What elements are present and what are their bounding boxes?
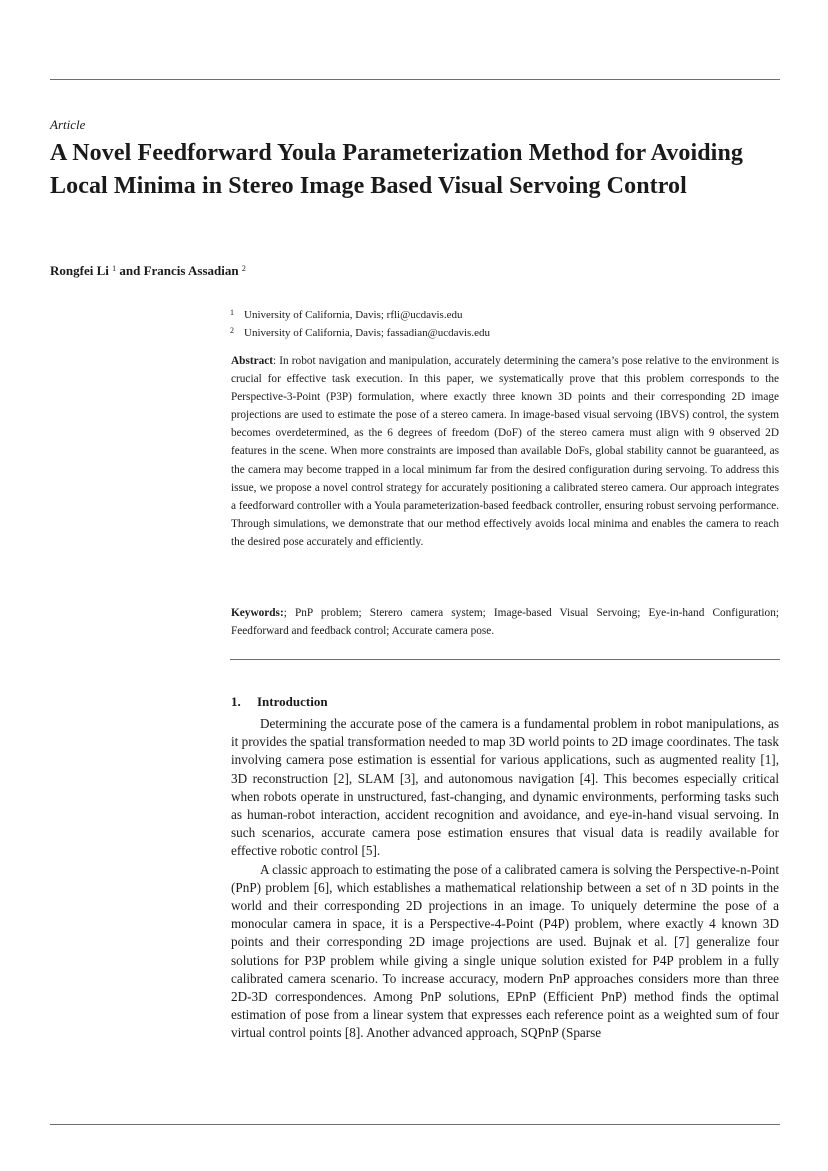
affiliation-number: 1 (230, 308, 234, 317)
article-type-label: Article (50, 117, 86, 132)
affiliation-item (230, 305, 490, 323)
affiliation-marker: 2 (241, 264, 246, 273)
affiliation-number: 2 (230, 326, 234, 335)
author-conjunction: and (119, 263, 141, 278)
section-heading (231, 694, 328, 710)
body-paragraph: Determining the accurate pose of the camera is a fundamental problem in robot manipulations, as it provides the spatial transformation needed to map 3D world points to 2D image coordinates. The task involving camera pose estimation is essential for various applications, such as augmented reality [1], 3D reconstruction [2], SLAM [3], and autonomous navigation [4]. This becomes especially critical when robots operate in unstructured, fast-changing, and dynamic environments, performing tasks such as human-robot interaction, accident recognition and avoidance, and eye-in-hand visual servoing. In such scenarios, accurate camera pose estimation ensures that visual data is readily available for effective robotic control [5]. (231, 716, 779, 859)
paper-title: A Novel Feedforward Youla Parameterization Method for Avoiding Local Minima in Stereo Image Based Visual Servoing Control (50, 140, 743, 199)
keywords-text: ; PnP problem; Sterero camera system; Image-based Visual Servoing; Eye-in-hand Configuration; Feedforward and feedback control; Accurate camera pose. (231, 607, 779, 638)
section-title: Introduction (257, 694, 328, 709)
keywords-label: Keywords: (231, 607, 284, 619)
affiliation-text: University of California, Davis; fassadian@ucdavis.edu (244, 327, 490, 339)
abstract (231, 352, 779, 551)
affiliation-marker: 1 (112, 264, 117, 273)
introduction-body (231, 715, 779, 1043)
affiliation-item (230, 323, 490, 341)
header-rule (50, 79, 780, 80)
section-divider (230, 659, 780, 660)
body-paragraph: A classic approach to estimating the pose of a calibrated camera is solving the Perspective-n-Point (PnP) problem [6], which establishes a mathematical relationship between a set of n 3D points in the world and their corresponding 2D projections in an image. To uniquely determine the pose of a monocular camera in space, it is a Perspective-4-Point (P4P) problem, where exactly 4 known 3D points and their corresponding 2D image projections are used. Bujnak et al. [7] generalize four solutions for P3P problem while giving a single unique solution existed for P4P problem in a fully calibrated camera scenario. To increase accuracy, modern PnP approaches considers more than three 2D-3D correspondences. Among PnP solutions, EPnP (Efficient PnP) method finds the optimal estimation of pose from a linear system that expresses each reference point as a weighted sum of four virtual control points [8]. Another advanced approach, SQPnP (Sparse (231, 861, 779, 1041)
footer-rule (50, 1124, 780, 1125)
author-list (50, 263, 246, 279)
abstract-label: Abstract (231, 355, 274, 367)
author-name: Rongfei Li (50, 263, 109, 278)
author-name: Francis Assadian (143, 263, 239, 278)
section-number: 1. (231, 694, 241, 709)
abstract-text: : In robot navigation and manipulation, accurately determining the camera’s pose relative to the environment is crucial for effective task execution. In this paper, we systematically prove that this problem corresponds to the Perspective-3-Point (P3P) formulation, where exactly three known 3D points and their corresponding 2D image projections are used to estimate the pose of a stereo camera. In image-based visual servoing (IBVS) control, the system becomes overdetermined, as the 6 degrees of freedom (DoF) of the stereo camera must align with 9 observed 2D features in the scene. When more constraints are imposed than available DoFs, global stability cannot be guaranteed, as the camera may become trapped in a local minimum far from the desired configuration during servoing. To address this issue, we propose a novel control strategy for accurately positioning a calibrated stereo camera. Our approach integrates a feedforward controller with a Youla parameterization-based feedback controller, ensuring robust servoing performance. Through simulations, we demonstrate that our method effectively avoids local minima and enables the camera to reach the desired pose accurately and efficiently. (231, 355, 779, 548)
affiliation-text: University of California, Davis; rfli@ucdavis.edu (244, 309, 463, 321)
keywords (231, 604, 779, 640)
affiliations (230, 305, 490, 341)
